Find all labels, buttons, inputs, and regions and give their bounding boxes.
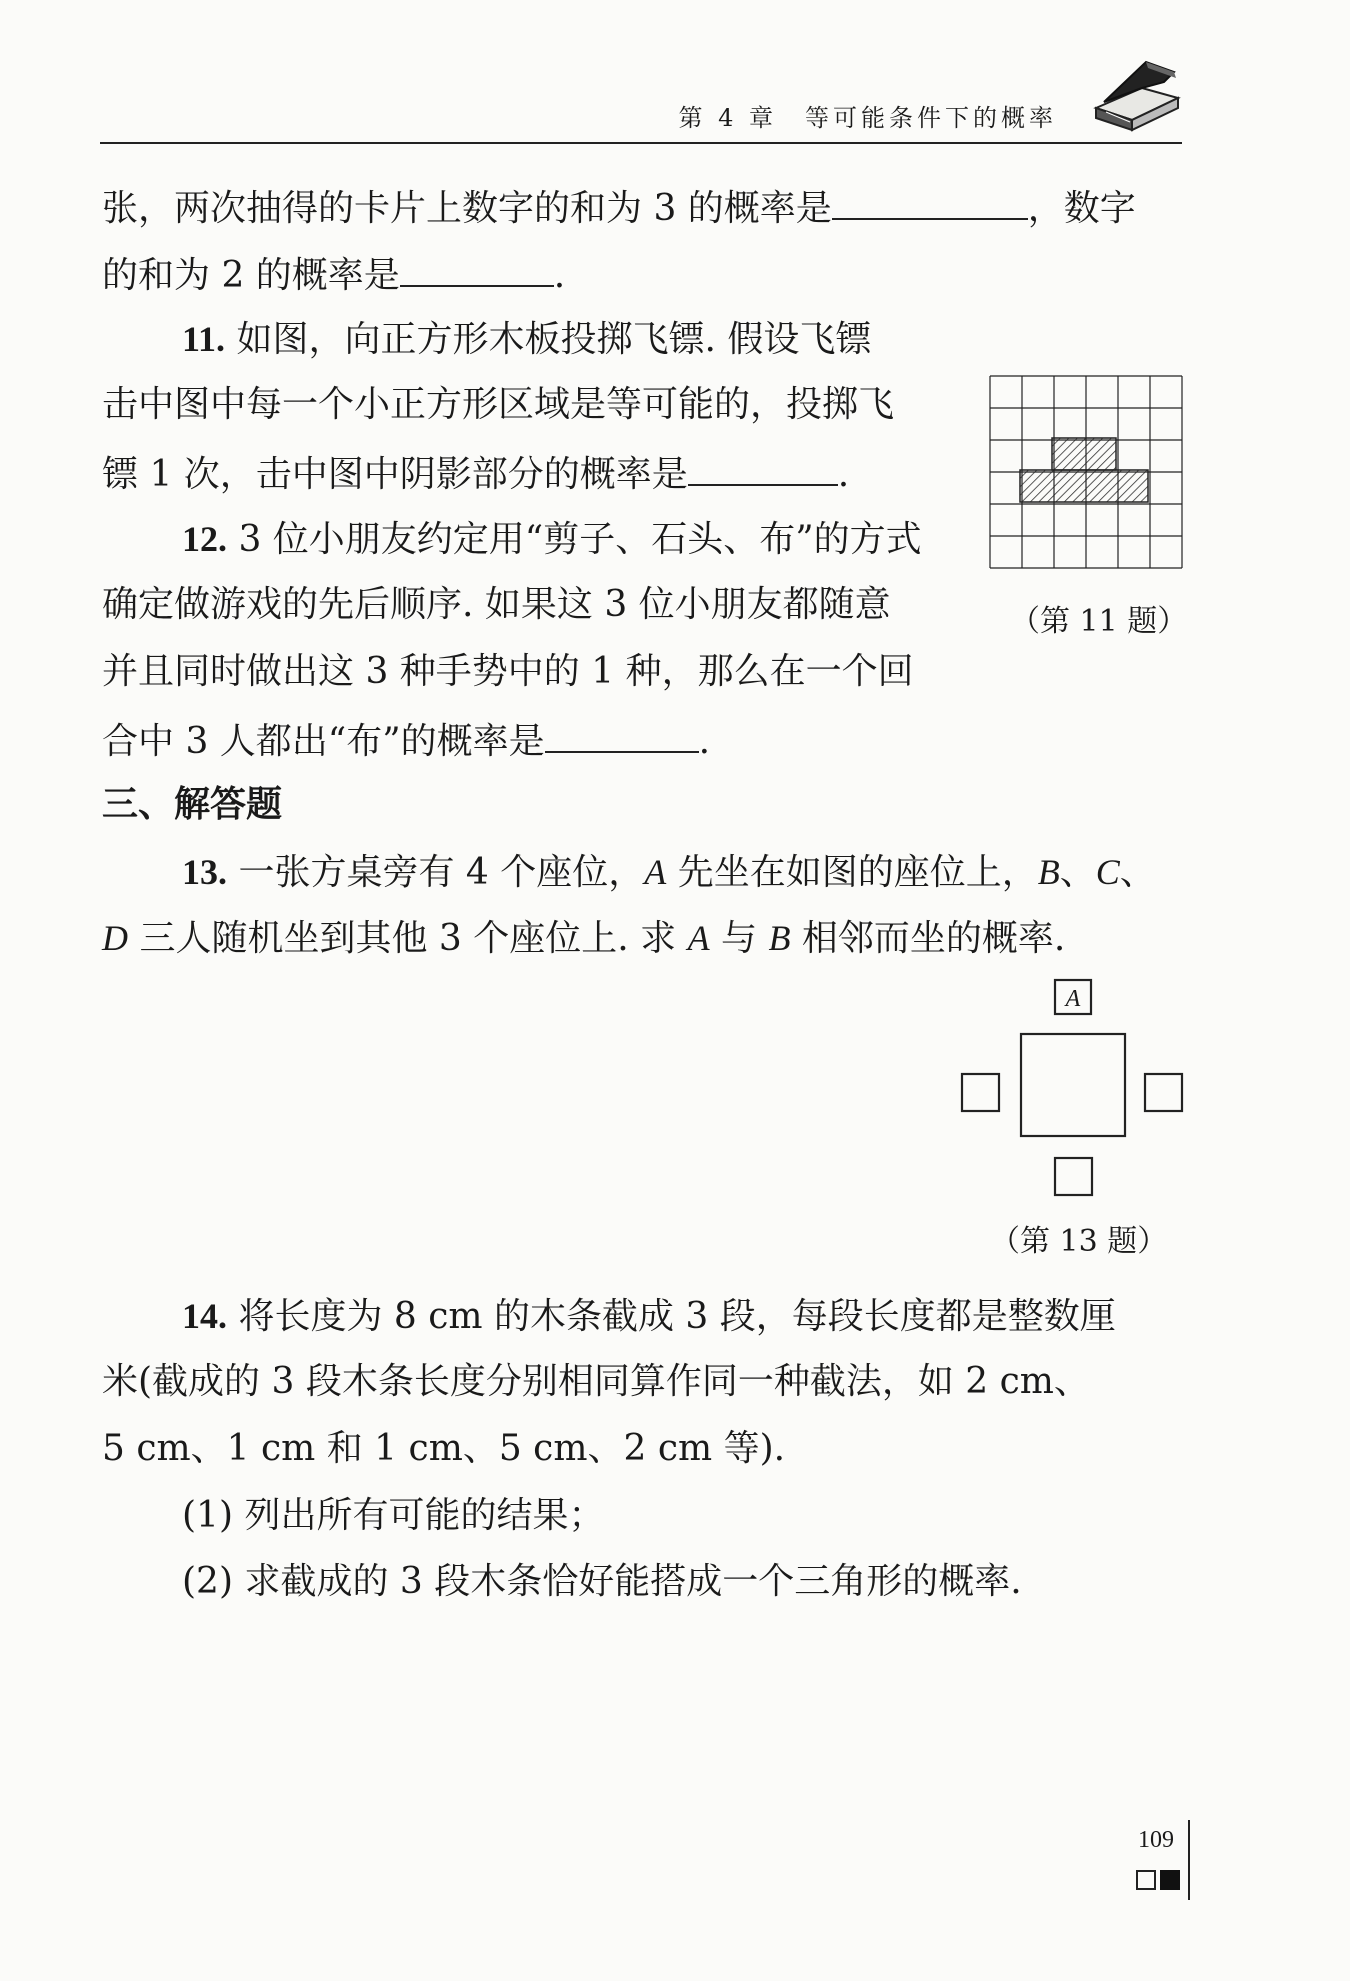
q14-part-1: (1) 列出所有可能的结果； [182, 1495, 605, 1536]
answer-blank[interactable] [832, 184, 1028, 220]
q13-line-2: D 三人随机坐到其他 3 个座位上. 求 A 与 B 相邻而坐的概率. [102, 918, 1066, 959]
q14-line-2: 米(截成的 3 段木条长度分别相同算作同一种截法，如 2 cm、 [102, 1361, 1090, 1402]
table [1021, 1034, 1125, 1136]
seat-bottom [1055, 1158, 1092, 1195]
running-header [100, 92, 1182, 144]
q11-line-3: 镖 1 次，击中图中阴影部分的概率是 . [102, 450, 849, 497]
q12-line-3: 并且同时做出这 3 种手势中的 1 种，那么在一个回 [102, 651, 914, 692]
q14-part-2: (2) 求截成的 3 段木条恰好能搭成一个三角形的概率. [182, 1561, 1022, 1602]
answer-blank[interactable] [688, 450, 838, 486]
shaded-region [1020, 438, 1148, 502]
question-number: 14. [182, 1296, 227, 1336]
grid-lines [990, 376, 1182, 568]
section-title: 三、解答题 [102, 784, 283, 825]
q12-line-1: 12. 3 位小朋友约定用“剪子、石头、布”的方式 [182, 519, 922, 560]
figure-11-caption: （第 11 题） [1010, 604, 1188, 639]
question-number: 12. [182, 519, 227, 559]
q10-line-2: 的和为 2 的概率是 . [102, 251, 565, 298]
dartboard-grid-figure [988, 374, 1184, 570]
seat-right [1145, 1074, 1182, 1111]
q12-line-2: 确定做游戏的先后顺序. 如果这 3 位小朋友都随意 [102, 584, 891, 625]
figure-13-caption: （第 13 题） [990, 1224, 1168, 1259]
book-icon [1090, 52, 1182, 136]
q11-line-1: 11. 如图，向正方形木板投掷飞镖. 假设飞镖 [182, 319, 872, 360]
question-number: 11. [182, 319, 226, 359]
filled-square-mark [1160, 1870, 1180, 1890]
q13-line-1: 13. 一张方桌旁有 4 个座位，A 先坐在如图的座位上，B、C、 [182, 852, 1156, 893]
answer-blank[interactable] [545, 717, 699, 753]
chapter-title: 第 4 章 等可能条件下的概率 [678, 104, 1057, 132]
seat-label-a: A [1065, 986, 1081, 1012]
answer-blank[interactable] [400, 251, 554, 287]
q11-line-2: 击中图中每一个小正方形区域是等可能的，投掷飞 [102, 384, 895, 425]
square-table-figure [955, 972, 1195, 1207]
q12-line-4: 合中 3 人都出“布”的概率是 . [102, 717, 710, 764]
empty-square-mark [1136, 1870, 1156, 1890]
page-rule [1188, 1820, 1190, 1900]
q14-line-3: 5 cm、1 cm 和 1 cm、5 cm、2 cm 等). [102, 1428, 786, 1469]
seat-left [962, 1074, 999, 1111]
q10-line-1: 张，两次抽得的卡片上数字的和为 3 的概率是 ，数字 [102, 184, 1136, 231]
page-number: 109 [1138, 1827, 1174, 1853]
q14-line-1: 14. 将长度为 8 cm 的木条截成 3 段，每段长度都是整数厘 [182, 1296, 1116, 1337]
question-number: 13. [182, 852, 227, 892]
